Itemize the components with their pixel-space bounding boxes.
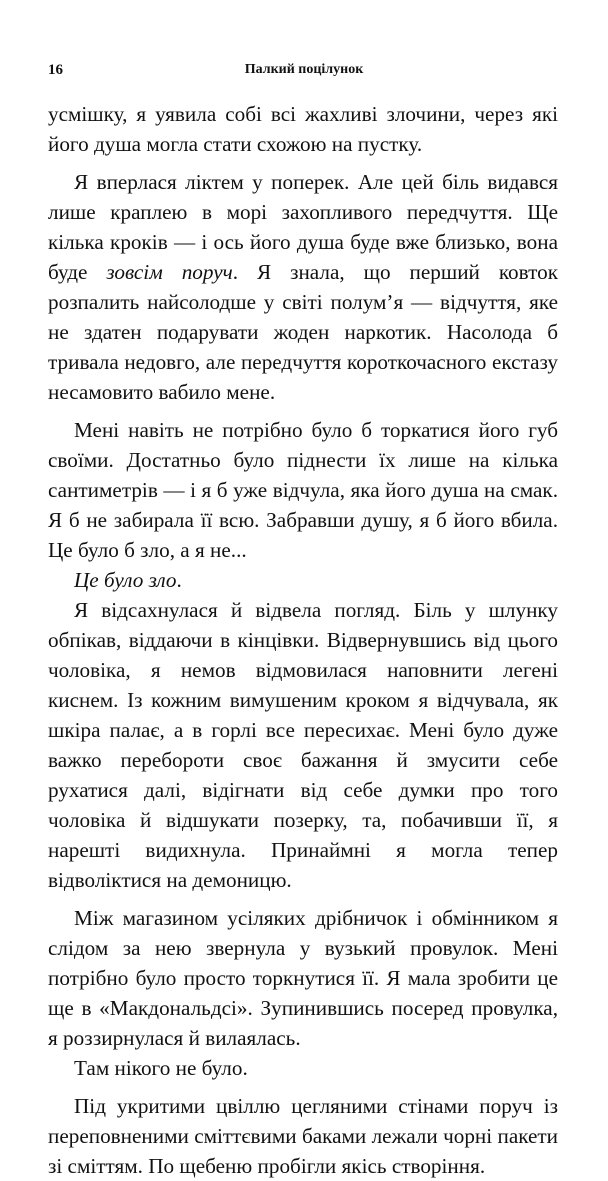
text-segment: Мені навіть не потрібно було б торкатися його губ своїми. Достатньо було піднести їх лише на кілька сантиметрів — і я б уже відчула, яка його душа на смак. Я б не забирала її всю. Забравши душу, я б його вбила. Це було б зло, а я не... xyxy=(48,418,558,562)
emphasis-text: зовсім поруч xyxy=(106,260,233,284)
text-segment: Під укритими цвіллю цегляними стінами поруч із переповненими сміттєвими баками лежали чорні пакети зі сміттям. По щебеню пробігли якісь створіння. xyxy=(48,1094,558,1178)
paragraph xyxy=(48,903,558,1053)
page-number: 16 xyxy=(48,62,63,78)
paragraph xyxy=(48,565,558,595)
paragraph xyxy=(48,99,558,159)
text-segment: Я вперлася ліктем у поперек. Але цей біль видався лише краплею в морі захопливого передчуття. Ще кілька кроків — і ось його душа буде вже близько, вона буде xyxy=(48,170,558,284)
text-segment: Там нікого не було. xyxy=(74,1056,248,1080)
running-title: Палкий поцілунок xyxy=(244,62,364,77)
paragraph xyxy=(48,1091,558,1181)
text-segment: Я відсахнулася й відвела погляд. Біль у шлунку обпікав, віддаючи в кінцівки. Відвернувшись від цього чоловіка, я немов відмовилася наповнити легені киснем. Із кожним вимушеним кроком я відчувала, як шкіра палає, а в горлі все пересихає. Мені було дуже важко перебороти своє бажання й змусити себе рухатися далі, відігнати від себе думки про того чоловіка й відшукати позерку, та, побачивши її, я нарешті видихнула. Принаймні я могла тепер відволіктися на демоницю. xyxy=(48,598,558,892)
text-segment: усмішку, я уявила собі всі жахливі злочини, через які його душа могла стати схожою на пустку. xyxy=(48,102,558,156)
text-segment: . xyxy=(176,568,182,592)
paragraph xyxy=(48,1053,558,1083)
emphasis-text: Це було зло xyxy=(74,568,177,592)
paragraph xyxy=(48,595,558,895)
text-segment: Між магазином усіляких дрібничок і обмінником я слідом за нею звернула у вузький провулок. Мені потрібно було просто торкнутися її. Я мала зробити це ще в «Макдональдсі». Зупинившись посеред провулка, я роззирнулася й вилаялась. xyxy=(48,906,558,1050)
page-header xyxy=(48,62,560,84)
paragraph xyxy=(48,415,558,565)
paragraph xyxy=(48,167,558,407)
body-text xyxy=(48,99,558,1181)
text-segment: . Я знала, що перший ковток розпалить найсолодше у світі полум’я — відчуття, яке не здатен подарувати жоден наркотик. Насолода б тривала недовго, але передчуття короткочасного екстазу несамовито вабило мене. xyxy=(48,260,558,404)
